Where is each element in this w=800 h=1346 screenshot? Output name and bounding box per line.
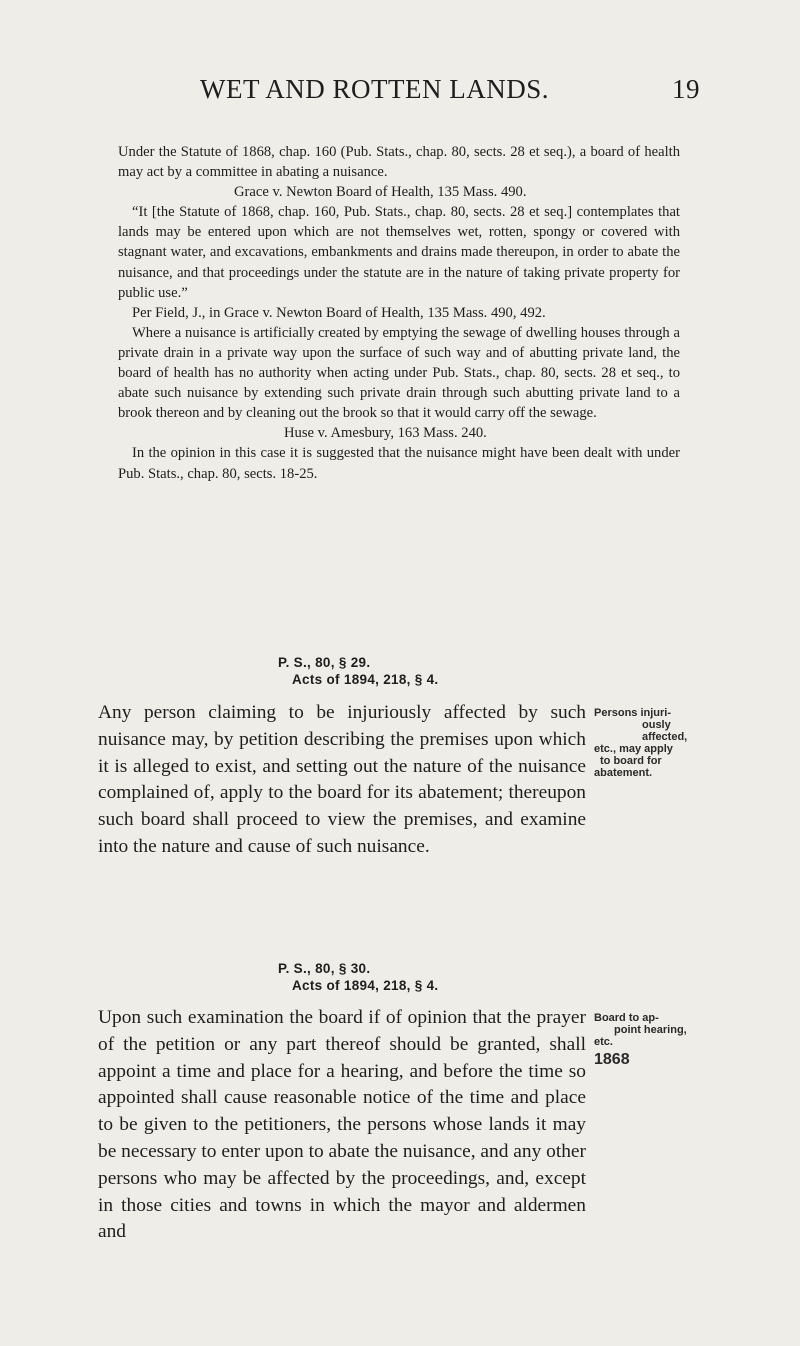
note-paragraph: Per Field, J., in Grace v. Newton Board of Health, 135 Mass. 490, 492. [132, 304, 546, 321]
statute-ref-acts: Acts of 1894, 218, § 4. [292, 978, 439, 993]
section-paragraph: Upon such examination the board if of opinion that the prayer of the petition or any part thereof should be granted, shall appoint a time and place for a hearing, and before the time so appointed shall cause reasonable notice of the time and place to be given to the petitioners, the persons whose lands it may be necessary to enter upon to abate the nuisance, and any other persons who may be affected by the proceedings, and, except in those cities and towns in which the mayor and aldermen and [98, 1007, 586, 1243]
statute-reference [278, 960, 438, 994]
case-citation: Huse v. Amesbury, 163 Mass. 240. [284, 425, 487, 442]
margin-line: ously affected, [642, 719, 688, 743]
page-number: 19 [672, 74, 700, 104]
margin-line: Board to ap- [594, 1012, 659, 1024]
statute-ref-acts: Acts of 1894, 218, § 4. [292, 672, 439, 687]
note-paragraph: Under the Statute of 1868, chap. 160 (Pub. Stats., chap. 80, sects. 28 et seq.), a board of health may act by a committee in abating a nuisance. [118, 144, 680, 181]
section-body [98, 700, 586, 861]
statute-reference [278, 654, 438, 688]
marginal-note [594, 707, 714, 779]
margin-line: Persons injuri- [594, 707, 672, 719]
section-paragraph: Any person claiming to be injuriously affected by such nuisance may, by petition describing the premises upon which it is alleged to exist, and setting out the nature of the nuisance complained of, apply to the board for its abatement; thereupon such board shall proceed to view the premises, and examine into the nature and cause of such nuisance. [98, 702, 586, 857]
margin-line: abatement. [594, 767, 653, 779]
case-citation: Grace v. Newton Board of Health, 135 Mass. 490. [234, 184, 527, 201]
margin-year: 1868 [594, 1051, 630, 1068]
margin-line: etc. [594, 1036, 613, 1048]
page-title: WET AND ROTTEN LANDS. [200, 74, 549, 104]
annotation-notes [118, 142, 680, 484]
note-paragraph: Where a nuisance is artificially created by emptying the sewage of dwelling houses through a private drain in a private way upon the surface of such way and of abutting private land, the board of health has no authority when acting under Pub. Stats., chap. 80, sects. 28 et seq., to abate such nuisance by extending such private drain through such abutting private land to a brook thereon and by cleaning out the brook so that it would carry off the sewage. [118, 324, 680, 422]
marginal-note [594, 1012, 714, 1066]
margin-line: to board for [600, 755, 662, 767]
statute-ref-ps: P. S., 80, § 30. [278, 961, 371, 976]
statute-ref-ps: P. S., 80, § 29. [278, 655, 371, 670]
margin-line: etc., may apply [594, 743, 673, 755]
note-paragraph: “It [the Statute of 1868, chap. 160, Pub. Stats., chap. 80, sects. 28 et seq.] contemplates that lands may be entered upon which are not themselves wet, rotten, spongy or covered with stagnant water, and excavations, embankments and drains made thereupon, in order to abate the nuisance, and that proceedings under the statute are in the nature of taking private property for public use.” [118, 204, 680, 301]
note-paragraph: In the opinion in this case it is suggested that the nuisance might have been dealt with under Pub. Stats., chap. 80, sects. 18-25. [118, 445, 680, 482]
section-body [98, 1005, 586, 1246]
margin-line: point hearing, [614, 1024, 687, 1036]
